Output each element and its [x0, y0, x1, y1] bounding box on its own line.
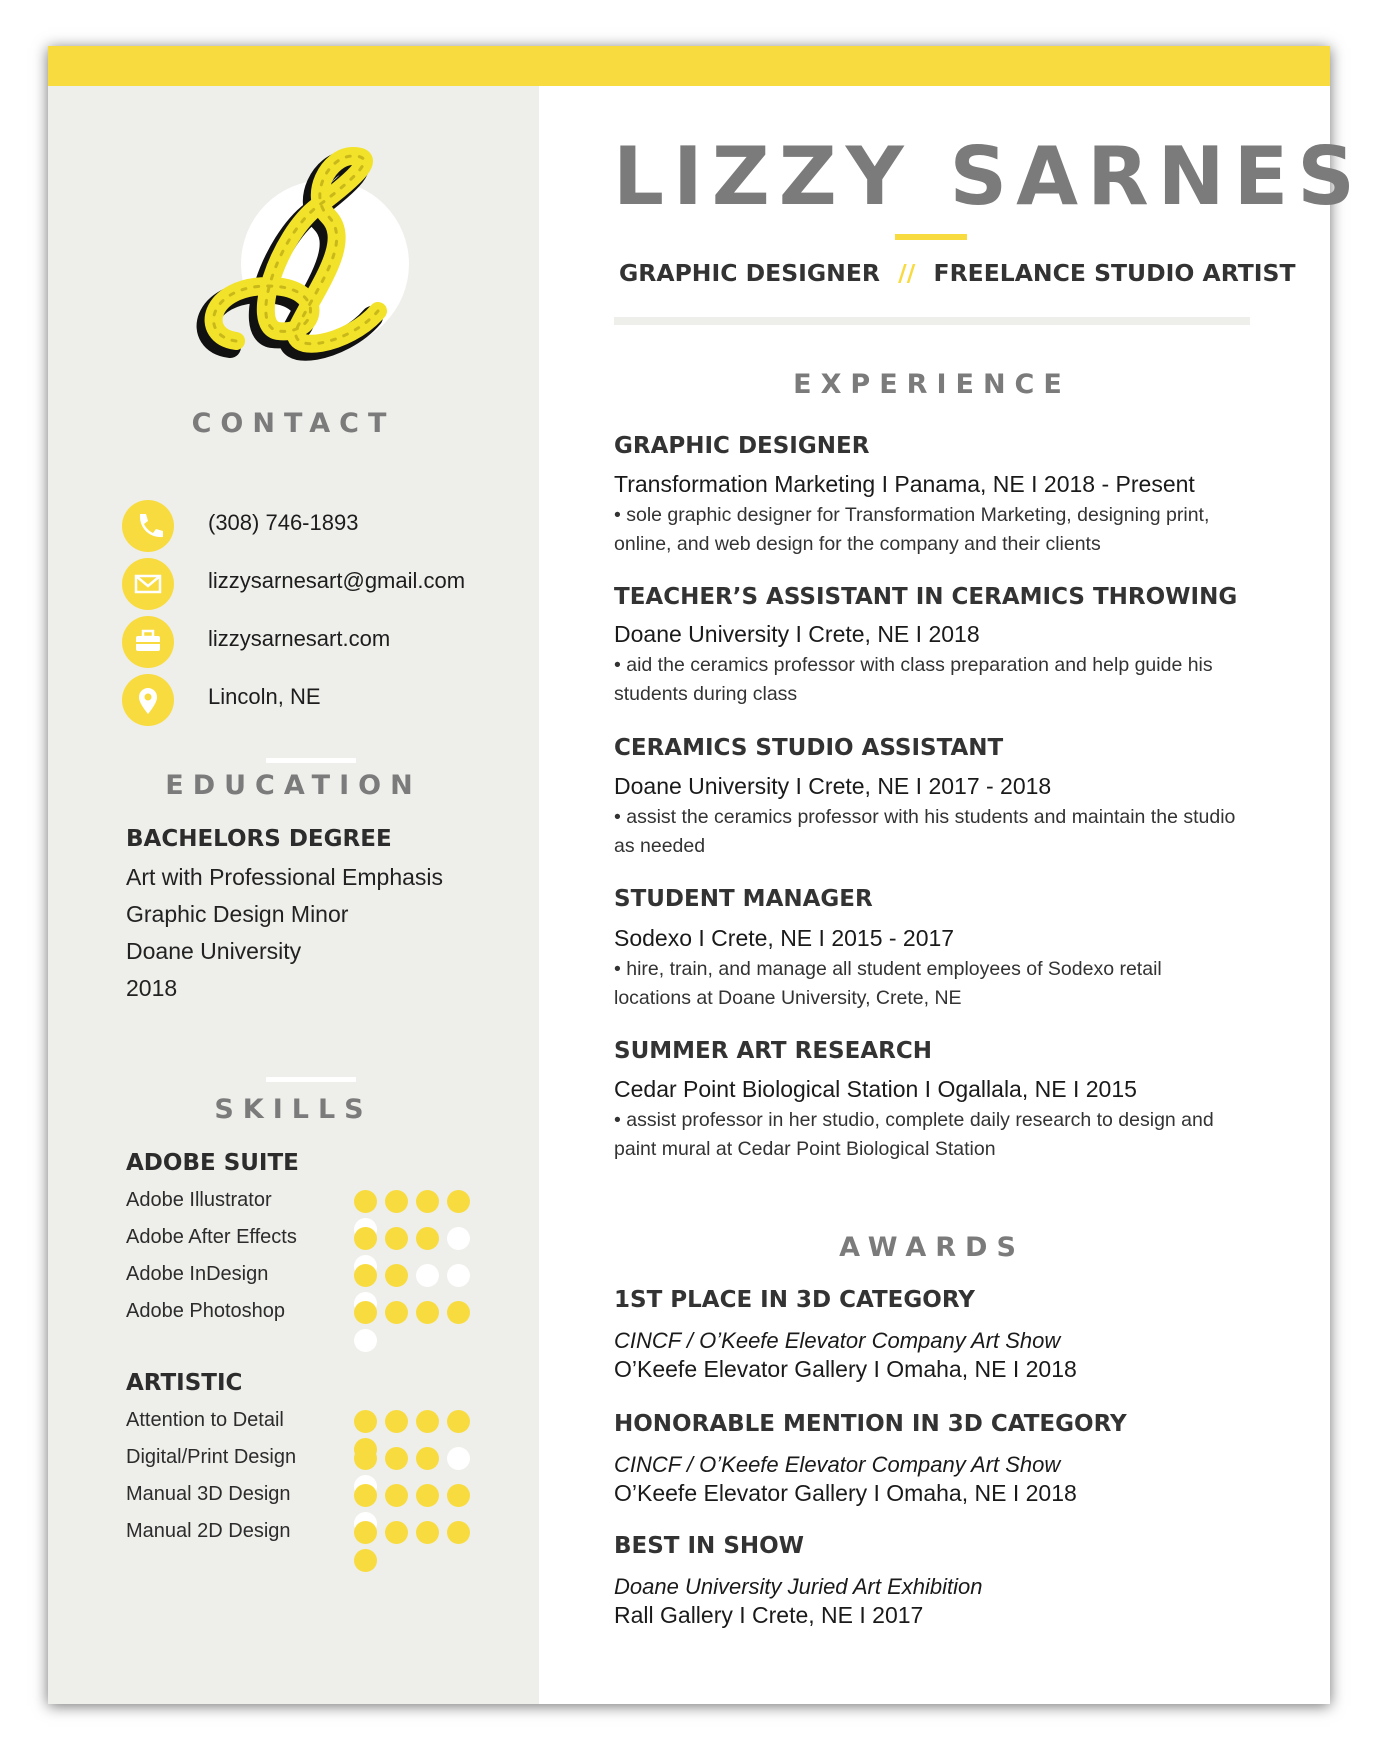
rating-dot-empty [447, 1447, 470, 1470]
rating-dot-filled [447, 1301, 470, 1324]
rating-dot-filled [354, 1549, 377, 1572]
experience-desc: • hire, train, and manage all student employees of Sodexo retail locations at Doane University, Crete, NE [614, 958, 1162, 1009]
skill-row [126, 1186, 506, 1216]
logo [178, 136, 418, 376]
skill-label: Attention to Detail [126, 1409, 284, 1431]
sidebar-divider [266, 1077, 356, 1082]
skill-row [126, 1260, 506, 1290]
experience-desc: • assist professor in her studio, complete daily research to design and paint mural at Cedar Point Biological Station [614, 1109, 1214, 1160]
rating-dot-filled [385, 1301, 408, 1324]
award-title: HONORABLE MENTION IN 3D CATEGORY [614, 1411, 1127, 1437]
role-secondary: FREELANCE STUDIO ARTIST [933, 259, 1296, 287]
experience-org: Doane University I Crete, NE I 2018 [614, 621, 980, 647]
rating-dot-empty [416, 1264, 439, 1287]
rating-dot-filled [385, 1447, 408, 1470]
contact-phone-text: (308) 746-1893 [208, 510, 359, 535]
award-show: Doane University Juried Art Exhibition [614, 1574, 983, 1599]
rating-dot-filled [447, 1521, 470, 1544]
skill-row [126, 1297, 506, 1327]
education-title: EDUCATION [165, 770, 422, 801]
skill-label: Adobe After Effects [126, 1226, 297, 1248]
logo-monogram-icon [178, 136, 418, 376]
rating-dot-filled [385, 1190, 408, 1213]
experience-job-title: TEACHER’S ASSISTANT IN CERAMICS THROWING [614, 584, 1238, 610]
education-degree: BACHELORS DEGREE [126, 826, 392, 852]
award-venue: O’Keefe Elevator Gallery I Omaha, NE I 2018 [614, 1480, 1077, 1506]
experience-job-title: CERAMICS STUDIO ASSISTANT [614, 735, 1004, 761]
education-line: Graphic Design Minor [126, 901, 349, 927]
rating-dot-filled [354, 1190, 377, 1213]
rating-dot-filled [354, 1264, 377, 1287]
rating-dot-filled [385, 1227, 408, 1250]
rating-dot-empty [447, 1227, 470, 1250]
rating-dot-empty [354, 1329, 377, 1352]
contact-website-text: lizzysarnesart.com [208, 626, 391, 651]
rating-dot-filled [447, 1190, 470, 1213]
rating-dot-filled [354, 1227, 377, 1250]
awards-title: AWARDS [839, 1232, 1025, 1263]
rating-dot-filled [416, 1410, 439, 1433]
experience-job-title: STUDENT MANAGER [614, 886, 873, 912]
experience-desc: • assist the ceramics professor with his students and maintain the studio as needed [614, 806, 1236, 857]
briefcase-icon [122, 616, 174, 668]
contact-title: CONTACT [191, 408, 396, 439]
skill-label: Adobe InDesign [126, 1263, 269, 1285]
experience-org: Doane University I Crete, NE I 2017 - 2018 [614, 773, 1052, 799]
rating-dot-filled [416, 1521, 439, 1544]
contact-email-text: lizzysarnesart@gmail.com [208, 568, 466, 593]
rating-dot-filled [354, 1484, 377, 1507]
skill-rating [354, 1301, 506, 1357]
phone-icon [122, 500, 174, 552]
award-title: 1ST PLACE IN 3D CATEGORY [614, 1287, 975, 1313]
envelope-icon [122, 558, 174, 610]
top-accent-bar [48, 46, 1330, 86]
candidate-name: LIZZY SARNES [613, 130, 1364, 223]
resume-page [48, 46, 1364, 1704]
sidebar [48, 86, 539, 1704]
experience-desc: • sole graphic designer for Transformation Marketing, designing print, online, and web design for the company and their clients [614, 504, 1210, 555]
location-pin-icon [122, 674, 174, 726]
rating-dot-filled [385, 1264, 408, 1287]
rating-dot-filled [354, 1447, 377, 1470]
rating-dot-filled [416, 1190, 439, 1213]
experience-desc: • aid the ceramics professor with class preparation and help guide his students during class [614, 654, 1213, 705]
rating-dot-filled [416, 1484, 439, 1507]
subtitle [619, 259, 1295, 287]
name-underline-accent [895, 234, 967, 240]
rating-dot-filled [354, 1410, 377, 1433]
education-line: 2018 [126, 975, 178, 1001]
award-show: CINCF / O’Keefe Elevator Company Art Show [614, 1452, 1061, 1477]
skill-row [126, 1517, 506, 1547]
skill-rating [354, 1521, 506, 1577]
rating-dot-filled [416, 1447, 439, 1470]
role-separator: // [898, 259, 916, 287]
contact-location-text: Lincoln, NE [208, 684, 321, 709]
rating-dot-filled [416, 1301, 439, 1324]
skill-row [126, 1480, 506, 1510]
experience-job-title: GRAPHIC DESIGNER [614, 433, 870, 459]
experience-org: Cedar Point Biological Station I Ogallala, NE I 2015 [614, 1076, 1137, 1102]
skill-label: Adobe Illustrator [126, 1189, 272, 1211]
skills-group-title: ARTISTIC [126, 1370, 243, 1396]
education-line: Doane University [126, 938, 302, 964]
skill-row [126, 1223, 506, 1253]
award-venue: Rall Gallery I Crete, NE I 2017 [614, 1602, 924, 1628]
rating-dot-empty [447, 1264, 470, 1287]
award-title: BEST IN SHOW [614, 1533, 805, 1559]
skill-label: Manual 3D Design [126, 1483, 291, 1505]
skill-label: Manual 2D Design [126, 1520, 291, 1542]
rating-dot-filled [385, 1410, 408, 1433]
role-primary: GRAPHIC DESIGNER [619, 259, 880, 287]
rating-dot-filled [385, 1484, 408, 1507]
rating-dot-filled [447, 1484, 470, 1507]
skill-label: Adobe Photoshop [126, 1300, 286, 1322]
award-show: CINCF / O’Keefe Elevator Company Art Show [614, 1328, 1061, 1353]
experience-title: EXPERIENCE [793, 369, 1071, 400]
rating-dot-filled [354, 1521, 377, 1544]
rating-dot-filled [447, 1410, 470, 1433]
experience-org: Sodexo I Crete, NE I 2015 - 2017 [614, 925, 955, 951]
skills-group-title: ADOBE SUITE [126, 1150, 299, 1176]
skills-title: SKILLS [214, 1094, 373, 1125]
rating-dot-filled [385, 1521, 408, 1544]
education-line: Art with Professional Emphasis [126, 864, 444, 890]
skill-label: Digital/Print Design [126, 1446, 297, 1468]
skill-row [126, 1443, 506, 1473]
experience-org: Transformation Marketing I Panama, NE I 2018 - Present [614, 471, 1195, 497]
header-divider [614, 317, 1250, 325]
sidebar-divider [266, 758, 356, 763]
rating-dot-filled [416, 1227, 439, 1250]
skill-row [126, 1406, 506, 1436]
experience-job-title: SUMMER ART RESEARCH [614, 1038, 932, 1064]
award-venue: O’Keefe Elevator Gallery I Omaha, NE I 2018 [614, 1356, 1077, 1382]
rating-dot-filled [354, 1301, 377, 1324]
